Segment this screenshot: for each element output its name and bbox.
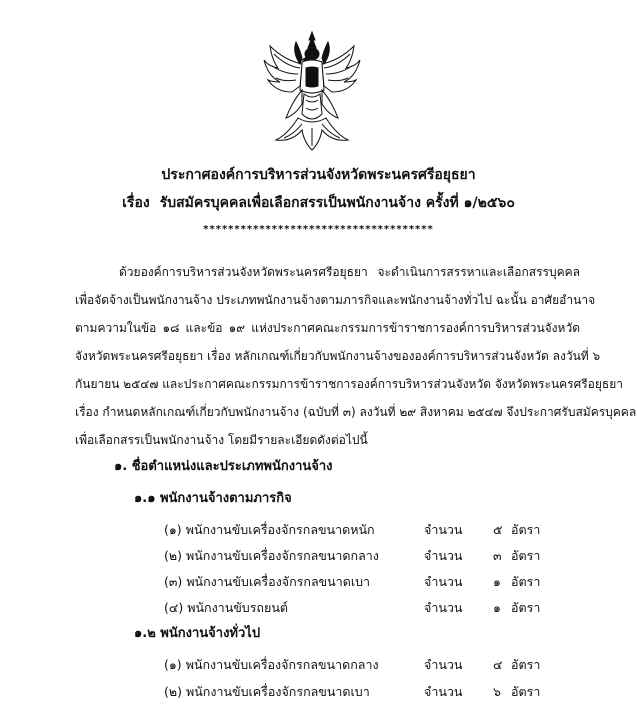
paragraph-line: เพื่อเลือกสรรเป็นพนักงานจ้าง โดยมีรายละเอียดดังต่อไปนี้	[75, 433, 368, 447]
document-subject	[0, 194, 637, 212]
position-item	[164, 547, 584, 565]
count-label: จำนวน	[424, 548, 463, 563]
position-item	[164, 521, 584, 539]
item-label: พนักงานขับรถยนต์	[187, 600, 288, 615]
item-number: (๓)	[164, 574, 183, 589]
item-label: พนักงานขับเครื่องจักรกลขนาดกลาง	[186, 548, 379, 563]
garuda-emblem-icon	[262, 30, 362, 152]
paragraph-line: ตามความในข้อ ๑๘ และข้อ ๑๙ แห่งประกาศคณะกรรมการข้าราชการองค์การบริหารส่วนจังหวัด	[75, 321, 580, 335]
item-number: (๑)	[164, 522, 182, 537]
count-label: จำนวน	[424, 600, 463, 615]
separator-line: *************************************	[203, 224, 434, 235]
item-label: พนักงานขับเครื่องจักรกลขนาดเบา	[186, 574, 371, 589]
document-title: ประกาศองค์การบริหารส่วนจังหวัดพระนครศรีอยุธยา	[161, 167, 476, 183]
count-value: ๓	[493, 548, 502, 563]
paragraph-line: จังหวัดพระนครศรีอยุธยา เรื่อง หลักเกณฑ์เกี่ยวกับพนักงานจ้างขององค์การบริหารส่วนจังหวัด ลงวันที่ ๖	[75, 349, 601, 363]
count-unit: อัตรา	[511, 684, 541, 699]
position-item	[164, 656, 584, 674]
section-heading: ๑. ชื่อตำแหน่งและประเภทพนักงานจ้าง	[114, 459, 333, 474]
count-label: จำนวน	[424, 574, 463, 589]
subsection-heading-general: ๑.๒ พนักงานจ้างทั่วไป	[134, 626, 261, 641]
count-value: ๕	[493, 522, 503, 537]
item-number: (๒)	[164, 684, 182, 699]
item-number: (๒)	[164, 548, 182, 563]
count-unit: อัตรา	[511, 574, 541, 589]
subsection-heading-mission: ๑.๑ พนักงานจ้างตามภารกิจ	[134, 491, 292, 506]
paragraph-line: ด้วยองค์การบริหารส่วนจังหวัดพระนครศรีอยุธยา จะดำเนินการสรรหาและเลือกสรรบุคคล	[119, 265, 580, 279]
count-unit: อัตรา	[511, 522, 541, 537]
count-value: ๑	[493, 574, 501, 589]
item-label: พนักงานขับเครื่องจักรกลขนาดกลาง	[185, 657, 379, 672]
item-number: (๔)	[164, 600, 184, 615]
count-unit: อัตรา	[511, 657, 541, 672]
count-value: ๔	[493, 657, 503, 672]
subject-prefix: เรื่อง	[122, 195, 150, 211]
count-label: จำนวน	[424, 684, 463, 699]
count-label: จำนวน	[424, 522, 463, 537]
count-value: ๑	[493, 600, 501, 615]
item-label: พนักงานขับเครื่องจักรกลขนาดเบา	[186, 684, 370, 699]
subject-text: รับสมัครบุคคลเพื่อเลือกสรรเป็นพนักงานจ้าง ครั้งที่ ๑/๒๕๖๐	[159, 195, 515, 211]
body-paragraph	[75, 258, 637, 454]
paragraph-line: กันยายน ๒๕๔๗ และประกาศคณะกรรมการข้าราชการองค์การบริหารส่วนจังหวัด จังหวัดพระนครศรีอยุธยา	[75, 377, 624, 391]
position-item	[164, 683, 584, 701]
item-number: (๑)	[164, 657, 182, 672]
item-label: พนักงานขับเครื่องจักรกลขนาดหนัก	[185, 522, 375, 537]
count-unit: อัตรา	[511, 600, 541, 615]
paragraph-line: เรื่อง กำหนดหลักเกณฑ์เกี่ยวกับพนักงานจ้าง (ฉบับที่ ๓) ลงวันที่ ๒๙ สิงหาคม ๒๕๔๗ จึงประกาศรับสมัครบุคคล	[75, 405, 637, 419]
paragraph-line: เพื่อจัดจ้างเป็นพนักงานจ้าง ประเภทพนักงานจ้างตามภารกิจและพนักงานจ้างทั่วไป ฉะนั้น อาศัยอำนาจ	[75, 293, 596, 307]
count-unit: อัตรา	[511, 548, 541, 563]
position-item	[164, 599, 584, 617]
count-label: จำนวน	[424, 657, 463, 672]
position-item	[164, 573, 584, 591]
count-value: ๖	[493, 684, 501, 699]
